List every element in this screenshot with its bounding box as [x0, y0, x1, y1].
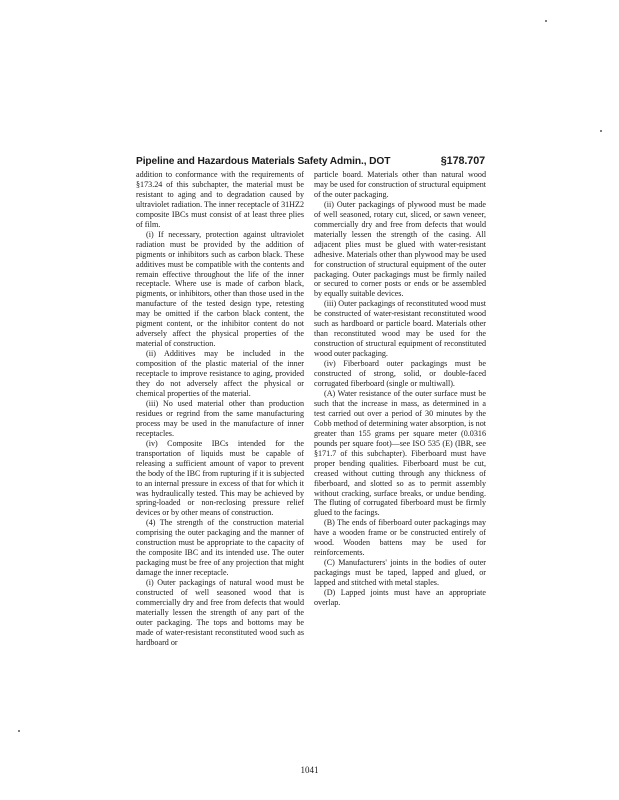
- paragraph: (iii) Outer packagings of reconstituted wood must be constructed of water-resistant reconstituted wood such as hardboard or particle board. Materials other than reconstituted wood may be used for the construction of structural equipment of reconstituted wood outer packaging.: [314, 299, 486, 359]
- paragraph: (i) Outer packagings of natural wood must be constructed of well seasoned wood that is commercially dry and free from defects that would materially lessen the strength of any part of the outer packaging. The tops and bottoms may be made of water-resistant reconstituted wood such as hardboard or: [136, 578, 304, 647]
- left-column: [136, 170, 304, 648]
- running-header: [136, 155, 485, 167]
- paragraph: (B) The ends of fiberboard outer packagings may have a wooden frame or be constructed entirely of wood. Wooden battens may be used for reinforcements.: [314, 518, 486, 558]
- paragraph: addition to conformance with the requirements of §173.24 of this subchapter, the material must be resistant to aging and to degradation caused by ultraviolet radiation. The inner receptacle of 31HZ2 composite IBCs must consist of at least three plies of film.: [136, 170, 304, 229]
- paragraph: (iii) No used material other than production residues or regrind from the same manufacturing process may be used in the manufacture of inner receptacles.: [136, 398, 304, 438]
- scan-speck: [545, 20, 547, 22]
- paragraph: (A) Water resistance of the outer surface must be such that the increase in mass, as determined in a test carried out over a period of 30 minutes by the Cobb method of determining water absorption, is not greater than 155 grams per square meter (0.0316 pounds per square foot)—see ISO 535 (E) (IBR, see §171.7 of this subchapter). Fiberboard must have proper bending qualities. Fiberboard must be cut, creased without cutting through any thickness of fiberboard, and slotted so as to permit assembly without cracking, surface breaks, or undue bending. The fluting of corrugated fiberboard must be firmly glued to the facings.: [314, 388, 486, 518]
- paragraph: particle board. Materials other than natural wood may be used for construction of structural equipment of the outer packaging.: [314, 170, 486, 199]
- scan-speck: [18, 730, 20, 732]
- paragraph: (4) The strength of the construction material comprising the outer packaging and the manner of construction must be appropriate to the capacity of the composite IBC and its intended use. The outer packaging must be free of any projection that might damage the inner receptacle.: [136, 518, 304, 578]
- paragraph: (i) If necessary, protection against ultraviolet radiation must be provided by the addition of pigments or inhibitors such as carbon black. These additives must be compatible with the contents and remain effective throughout the life of the inner receptacle. Where use is made of carbon black, pigments, or inhibitors, other than those used in the manufacture of the tested design type, retesting may be omitted if the carbon black content, the pigment content, or the inhibitor content do not adversely affect the physical properties of the material of construction.: [136, 229, 304, 349]
- header-title: Pipeline and Hazardous Materials Safety Admin., DOT: [136, 156, 391, 167]
- paragraph: (C) Manufacturers' joints in the bodies of outer packagings must be taped, lapped and glued, or lapped and stitched with metal staples.: [314, 558, 486, 588]
- paragraph: (ii) Additives may be included in the composition of the plastic material of the inner receptacle to improve resistance to aging, provided they do not adversely affect the physical or chemical properties of the material.: [136, 349, 304, 398]
- right-column: [314, 170, 486, 608]
- paragraph: (iv) Composite IBCs intended for the transportation of liquids must be capable of releasing a sufficient amount of vapor to prevent the body of the IBC from rupturing if it is subjected to an internal pressure in excess of that for which it was hydraulically tested. This may be achieved by spring-loaded or non-reclosing pressure relief devices or by other means of construction.: [136, 438, 304, 518]
- paragraph: (iv) Fiberboard outer packagings must be constructed of strong, solid, or double-faced corrugated fiberboard (single or multiwall).: [314, 359, 486, 389]
- page-number: 1041: [300, 765, 319, 775]
- scan-speck: [600, 130, 602, 132]
- paragraph: (ii) Outer packagings of plywood must be made of well seasoned, rotary cut, sliced, or sawn veneer, commercially dry and free from defects that would materially lessen the strength of the casing. All adjacent plies must be glued with water-resistant adhesive. Materials other than plywood may be used for construction of structural equipment of the outer packaging. Outer packagings must be firmly nailed or secured to corner posts or ends or be assembled by equally suitable devices.: [314, 199, 486, 299]
- header-section-number: §178.707: [440, 155, 485, 167]
- paragraph: (D) Lapped joints must have an appropriate overlap.: [314, 588, 486, 607]
